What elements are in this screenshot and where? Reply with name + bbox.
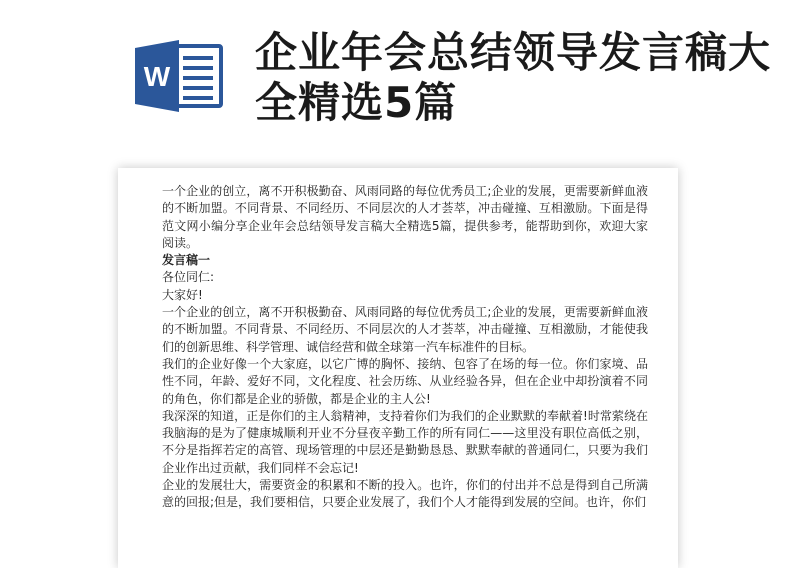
word-document-icon [135,40,225,112]
paragraph: 一个企业的创立，离不开积极勤奋、风雨同路的每位优秀员工;企业的发展，更需要新鲜血液的不断加盟。不同背景、不同经历、不同层次的人才荟萃，冲击碰撞、互相激励，才能使我们的创新思维、科学管理、诚信经营和做全球第一汽车标准件的目标。 [162,305,648,354]
paragraph: 各位同仁: [162,270,215,285]
paragraph: 我深深的知道，正是你们的主人翁精神，支持着你们为我们的企业默默的奉献着!时常萦绕在我脑海的是为了健康城顺利开业不分昼夜辛勤工作的所有同仁——这里没有职位高低之别，不分是指挥若定的高管、现场管理的中层还是勤勤恳恳、默默奉献的普通同仁，只要为我们企业作出过贡献，我们同样不会忘记! [162,408,648,475]
header [0,0,800,160]
paragraph: 大家好! [162,287,203,302]
section-heading: 发言稿一 [162,253,211,268]
paragraph: 我们的企业好像一个大家庭，以它广博的胸怀、接纳、包容了在场的每一位。你们家境、品性不同，年龄、爱好不同，文化程度、社会历练、从业经验各异，但在企业中却扮演着不同的角色，你们都是企业的骄傲，都是企业的主人公! [162,356,648,406]
document-page [118,168,678,568]
page-title: 企业年会总结领导发言稿大全精选5篇 [255,28,772,127]
paragraph: 企业的发展壮大，需要资金的积累和不断的投入。也许，你们的付出并不总是得到自己所满意的回报;但是，我们要相信，只要企业发展了，我们个人才能得到发展的空间。也许，你们 [162,478,648,510]
paragraph: 一个企业的创立，离不开积极勤奋、风雨同路的每位优秀员工;企业的发展，更需要新鲜血液的不断加盟。不同背景、不同经历、不同层次的人才荟萃，冲击碰撞、互相激励。下面是得范文网小编分享企业年会总结领导发言稿大全精选5篇，提供参考，能帮助到你，欢迎大家阅读。 [162,184,648,250]
document-body [162,183,648,512]
svg-text:W: W [143,61,171,92]
